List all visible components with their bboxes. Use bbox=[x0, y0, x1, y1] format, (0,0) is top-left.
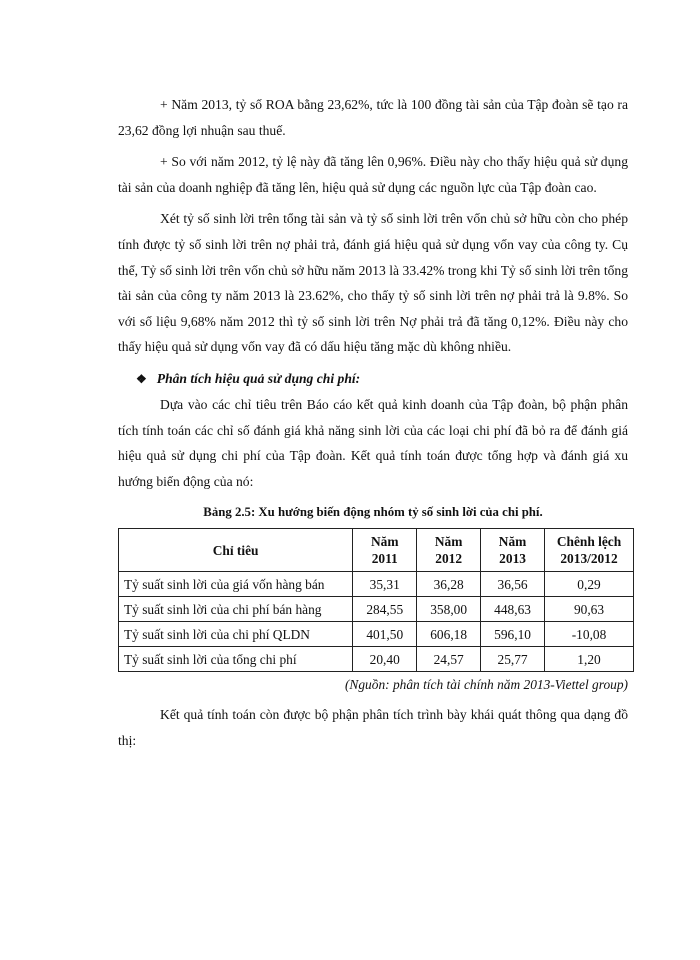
cell-2012: 36,28 bbox=[417, 572, 481, 597]
cell-difference: 0,29 bbox=[545, 572, 634, 597]
diamond-bullet-icon: ❖ bbox=[136, 371, 147, 386]
header-difference: Chênh lệch 2013/2012 bbox=[545, 529, 634, 572]
cell-2013: 36,56 bbox=[481, 572, 545, 597]
row-label: Tỷ suất sinh lời của tổng chi phí bbox=[119, 647, 353, 672]
table-row bbox=[119, 597, 634, 622]
row-label: Tỷ suất sinh lời của chi phí QLDN bbox=[119, 622, 353, 647]
header-2012: Năm 2012 bbox=[417, 529, 481, 572]
paragraph-cost-analysis: Dựa vào các chỉ tiêu trên Báo cáo kết quả kinh doanh của Tập đoàn, bộ phận phân tích tính toán các chỉ số đánh giá khả năng sinh lời của các loại chi phí đã bỏ ra để đánh giá hiệu quả sử dụng chi phí của Tập đoàn. Kết quả tính toán được tổng hợp và đánh giá xu hướng biến động của nó: bbox=[118, 396, 628, 489]
cell-2012: 606,18 bbox=[417, 622, 481, 647]
paragraph-roa-compare-2012: + So với năm 2012, tỷ lệ này đã tăng lên 0,96%. Điều này cho thấy hiệu quả sử dụng tài sản của doanh nghiệp đã tăng lên, hiệu quả sử dụng các nguồn lực của Tập đoàn cao. bbox=[118, 154, 628, 195]
cell-2012: 24,57 bbox=[417, 647, 481, 672]
cell-2013: 448,63 bbox=[481, 597, 545, 622]
row-label: Tỷ suất sinh lời của giá vốn hàng bán bbox=[119, 572, 353, 597]
cell-2011: 35,31 bbox=[353, 572, 417, 597]
cost-ratio-table bbox=[118, 528, 634, 672]
table-caption: Bảng 2.5: Xu hướng biến động nhóm tỷ số sinh lời của chi phí. bbox=[203, 505, 543, 520]
cell-difference: 90,63 bbox=[545, 597, 634, 622]
table-header-row bbox=[119, 529, 634, 572]
cell-2013: 596,10 bbox=[481, 622, 545, 647]
cell-difference: -10,08 bbox=[545, 622, 634, 647]
header-2013: Năm 2013 bbox=[481, 529, 545, 572]
table-row bbox=[119, 572, 634, 597]
paragraph-chart-intro: Kết quả tính toán còn được bộ phận phân tích trình bày khái quát thông qua dạng đồ thị: bbox=[118, 707, 628, 748]
table-row bbox=[119, 647, 634, 672]
header-indicator: Chỉ tiêu bbox=[119, 529, 353, 572]
paragraph-roa-2013: + Năm 2013, tỷ số ROA bằng 23,62%, tức là 100 đồng tài sản của Tập đoàn sẽ tạo ra 23,62 đồng lợi nhuận sau thuế. bbox=[118, 97, 628, 138]
table-row bbox=[119, 622, 634, 647]
cell-2013: 25,77 bbox=[481, 647, 545, 672]
document-page bbox=[118, 92, 628, 754]
cell-2012: 358,00 bbox=[417, 597, 481, 622]
cell-2011: 20,40 bbox=[353, 647, 417, 672]
header-2011: Năm 2011 bbox=[353, 529, 417, 572]
paragraph-debt-return: Xét tỷ số sinh lời trên tổng tài sản và tỷ số sinh lời trên vốn chủ sở hữu còn cho phép tính được tỷ số sinh lời trên nợ phải trả, đánh giá hiệu quả sử dụng vốn vay của công ty. Cụ thể, Tỷ số sinh lời trên vốn chủ sở hữu năm 2013 là 33.42% trong khi Tỷ số sinh lời trên tổng tài sản của công ty năm 2013 là 23.62%, cho thấy tỷ số sinh lời trên nợ phải trả là 9.8%. So với số liệu 9,68% năm 2012 thì tỷ số sinh lời trên Nợ phải trả đã tăng 0,12%. Điều này cho thấy hiệu quả sử dụng vốn vay đã có dấu hiệu tăng mặc dù không nhiều. bbox=[118, 211, 628, 355]
cell-2011: 401,50 bbox=[353, 622, 417, 647]
row-label: Tỷ suất sinh lời của chi phí bán hàng bbox=[119, 597, 353, 622]
cell-2011: 284,55 bbox=[353, 597, 417, 622]
section-heading-text: Phân tích hiệu quả sử dụng chi phí: bbox=[156, 370, 361, 386]
cell-difference: 1,20 bbox=[545, 647, 634, 672]
section-heading bbox=[118, 366, 628, 392]
table-source: (Nguồn: phân tích tài chính năm 2013-Viettel group) bbox=[344, 677, 628, 693]
